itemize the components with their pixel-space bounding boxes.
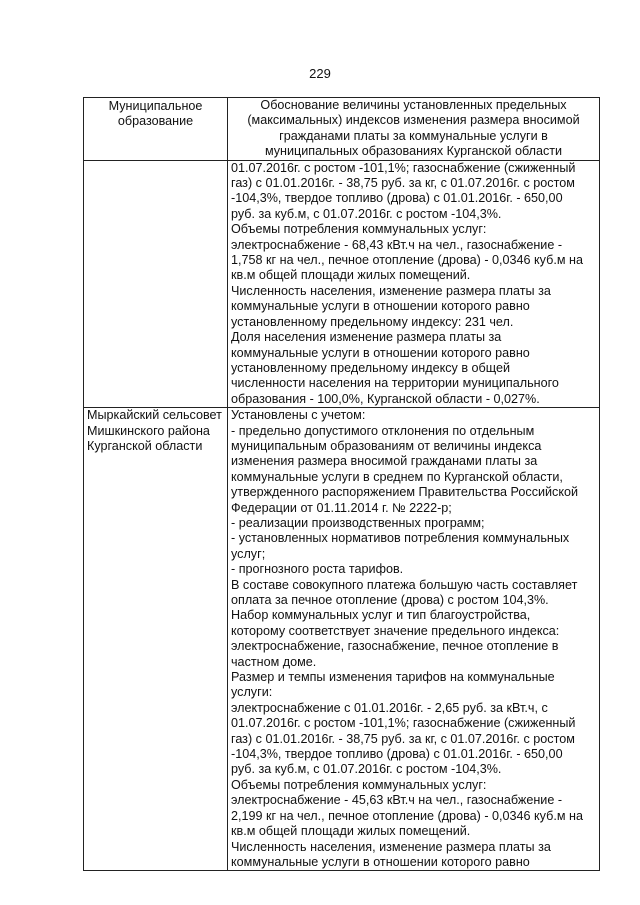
text-line: Мыркайский сельсовет <box>87 408 222 423</box>
text-line: электроснабжение - 68,43 кВт.ч на чел., газоснабжение - <box>231 237 563 252</box>
text-line: 1,758 кг на чел., печное отопление (дрова) - 0,0346 куб.м на <box>231 253 583 268</box>
header-municipality <box>84 98 228 161</box>
text-line: коммунальные услуги в среднем по Курганской области, <box>231 469 563 484</box>
text-line: - предельно допустимого отклонения по отдельным <box>231 423 535 438</box>
header-justification <box>228 98 600 161</box>
text-line: Федерации от 01.11.2014 г. № 2222-р; <box>231 500 452 515</box>
row1-municipality <box>84 160 228 408</box>
text-line: гражданами платы за коммунальные услуги в <box>279 128 548 143</box>
text-line: (максимальных) индексов изменения размера вносимой <box>247 113 580 128</box>
text-line: -104,3%, твердое топливо (дрова) с 01.01.2016г. - 650,00 <box>231 747 563 762</box>
text-line: газ) с 01.01.2016г. - 38,75 руб. за кг, с 01.07.2016г. с ростом <box>231 176 575 191</box>
text-line: - установленных нормативов потребления коммунальных <box>231 531 570 546</box>
text-line: -104,3%, твердое топливо (дрова) с 01.01.2016г. - 650,00 <box>231 191 563 206</box>
row1-justification <box>228 160 600 408</box>
text-line: Объемы потребления коммунальных услуг: <box>231 777 487 792</box>
text-line: установленному предельному индексу в общей <box>231 360 511 375</box>
text-line: образования - 100,0%, Курганской области - 0,027%. <box>231 391 540 406</box>
text-line: муниципальным образованиям от величины индекса <box>231 438 542 453</box>
table-row <box>84 408 600 871</box>
text-line: оплата за печное отопление (дрова) с ростом 104,3%. <box>231 593 549 607</box>
text-line: электроснабжение с 01.01.2016г. - 2,65 руб. за кВт.ч, с <box>231 700 548 715</box>
text-line: Численность населения, изменение размера платы за <box>231 283 551 298</box>
text-line: кв.м общей площади жилых помещений. <box>231 268 471 283</box>
text-line: Мишкинского района <box>87 423 210 438</box>
text-line: Доля населения изменение размера платы за <box>231 330 502 345</box>
table-header-row <box>84 98 600 161</box>
text-line: газ) с 01.01.2016г. - 38,75 руб. за кг, с 01.07.2016г. с ростом <box>231 731 575 746</box>
text-line: Набор коммунальных услуг и тип благоустройства, <box>231 608 531 623</box>
text-line: услуг; <box>231 546 266 561</box>
text-line: Муниципальное <box>108 99 203 113</box>
text-line: Установлены с учетом: <box>231 408 366 423</box>
text-line: коммунальные услуги в отношении которого равно <box>231 299 530 314</box>
text-line: установленному предельному индексу: 231 чел. <box>231 314 514 329</box>
text-line: В составе совокупного платежа большую часть составляет <box>231 577 578 592</box>
text-line: 2,199 кг на чел., печное отопление (дрова) - 0,0346 куб.м на <box>231 808 583 823</box>
text-line: изменения размера вносимой гражданами платы за <box>231 454 538 469</box>
text-line: Обоснование величины установленных предельных <box>260 98 567 112</box>
text-line: услуги: <box>231 685 273 700</box>
text-line: кв.м общей площади жилых помещений. <box>231 824 471 839</box>
text-line: коммунальные услуги в отношении которого равно <box>231 854 530 869</box>
text-line: руб. за куб.м, с 01.07.2016г. с ростом -104,3%. <box>231 206 502 221</box>
text-line: Размер и темпы изменения тарифов на коммунальные <box>231 670 555 685</box>
text-line: Численность населения, изменение размера платы за <box>231 839 551 854</box>
text-line: коммунальные услуги в отношении которого равно <box>231 345 530 360</box>
text-line: - реализации производственных программ; <box>231 515 485 530</box>
table-row <box>84 160 600 408</box>
text-line: Курганской области <box>87 438 203 453</box>
text-line: - прогнозного роста тарифов. <box>231 562 404 577</box>
text-line: электроснабжение - 45,63 кВт.ч на чел., газоснабжение - <box>231 793 563 808</box>
row2-municipality <box>84 408 228 871</box>
text-line: электроснабжение, газоснабжение, печное отопление в <box>231 639 559 654</box>
text-line: которому соответствует значение предельного индекса: <box>231 623 560 638</box>
text-line: 01.07.2016г. с ростом -101,1%; газоснабжение (сжиженный <box>231 716 576 731</box>
text-line: образование <box>117 114 194 129</box>
text-line: Объемы потребления коммунальных услуг: <box>231 222 487 237</box>
text-line: частном доме. <box>231 654 317 669</box>
page-number: 229 <box>309 66 331 81</box>
row2-justification <box>228 408 600 871</box>
text-line: муниципальных образованиях Курганской области <box>264 144 563 159</box>
justification-table <box>83 97 600 871</box>
text-line: численности населения на территории муниципального <box>231 376 559 391</box>
text-line: руб. за куб.м, с 01.07.2016г. с ростом -104,3%. <box>231 762 502 777</box>
text-line: утвержденного распоряжением Правительства Российской <box>231 485 579 500</box>
text-line: 01.07.2016г. с ростом -101,1%; газоснабжение (сжиженный <box>231 160 576 175</box>
